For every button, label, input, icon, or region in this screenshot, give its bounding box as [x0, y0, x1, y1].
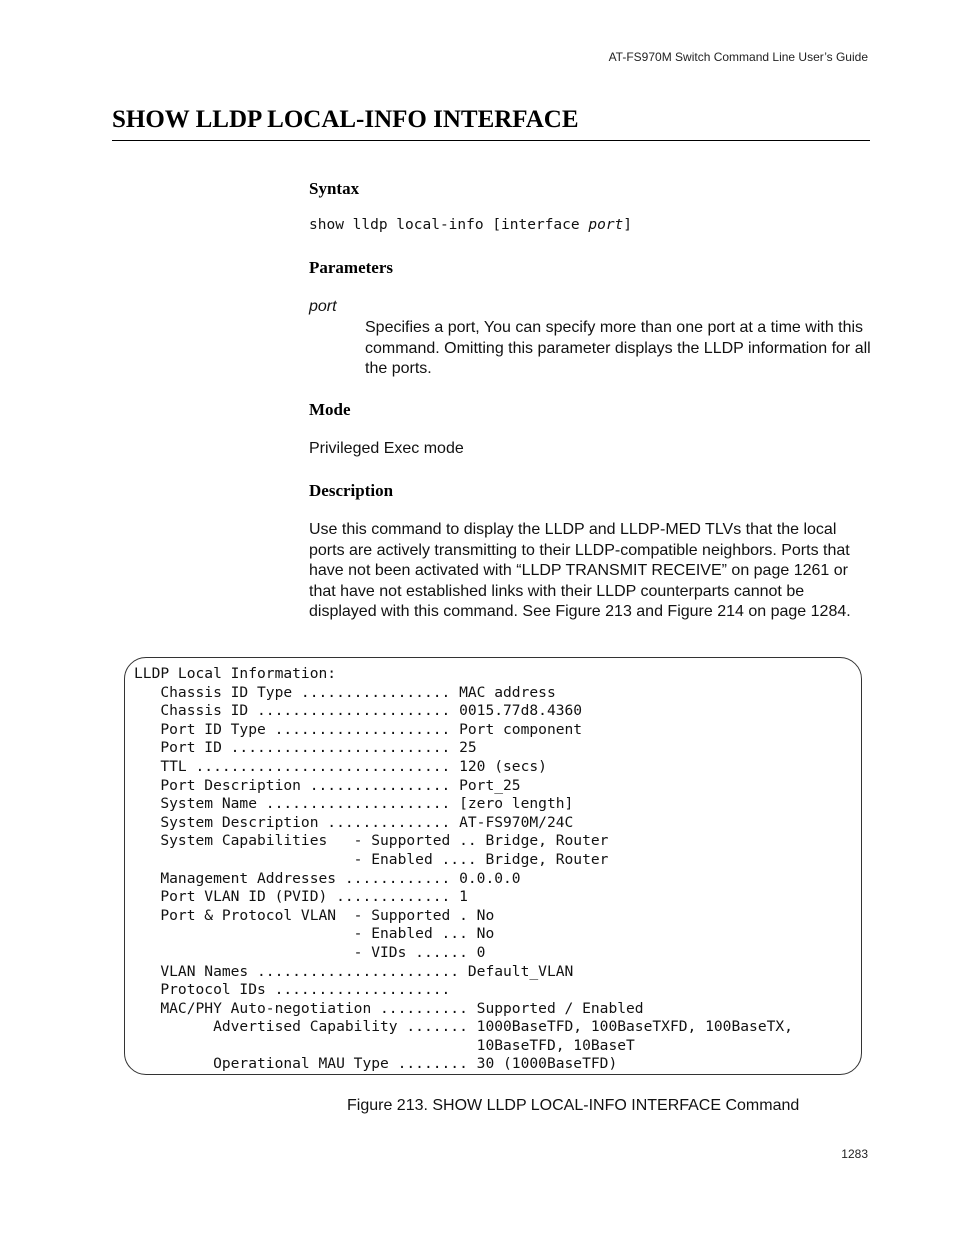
page-number: 1283 — [841, 1147, 868, 1161]
title-rule — [112, 140, 870, 141]
figure-line: - VIDs ...... 0 — [134, 943, 486, 961]
figure-line: - Enabled ... No — [134, 925, 495, 943]
figure-line: Port VLAN ID (PVID) ............. 1 — [134, 888, 468, 906]
figure-line: - Enabled .... Bridge, Router — [134, 850, 609, 868]
running-header: AT-FS970M Switch Command Line User’s Guide — [608, 50, 868, 64]
figure-line: Chassis ID Type ................. MAC address — [134, 683, 556, 701]
figure-line: VLAN Names ....................... Default_VLAN — [134, 962, 574, 980]
figure-line: Protocol IDs .................... — [134, 981, 451, 999]
description-heading: Description — [309, 481, 394, 500]
syntax-heading: Syntax — [309, 179, 360, 198]
figure-line: Port ID ......................... 25 — [134, 739, 477, 757]
param-name: port — [309, 298, 337, 315]
figure-line: Chassis ID ...................... 0015.77d8.4360 — [134, 702, 583, 720]
figure-line: 10BaseTFD, 10BaseT — [134, 1036, 635, 1054]
description-text: Use this command to display the LLDP and LLDP-MED TLVs that the local ports are actively transmitting to their LLDP-compatible neighbors. Ports that have not been activated with “LLDP TRANSMIT RECEIVE” on page 1261 or that have not established links with their LLDP counterparts cannot be displayed with this command. See Figure 213 and Figure 214 on page 1284. — [309, 521, 851, 620]
figure-line: Operational MAU Type ........ 30 (1000BaseTFD) — [134, 1055, 618, 1073]
mode-text: Privileged Exec mode — [309, 440, 464, 457]
syntax-param: port — [588, 217, 624, 233]
figure-line: Port ID Type .................... Port component — [134, 720, 583, 738]
figure-line: System Name ..................... [zero length] — [134, 795, 574, 813]
mode-heading: Mode — [309, 400, 351, 419]
figure-line: System Description .............. AT-FS970M/24C — [134, 813, 574, 831]
figure-line: Management Addresses ............ 0.0.0.0 — [134, 869, 521, 887]
figure-line: LLDP Local Information: — [134, 665, 337, 682]
param-description: Specifies a port, You can specify more than one port at a time with this command. Omitting this parameter displays the LLDP information for all the ports. — [365, 319, 871, 377]
figure-output — [134, 665, 793, 1074]
figure-line: MAC/PHY Auto-negotiation .......... Supported / Enabled — [134, 999, 644, 1017]
figure-line: System Capabilities - Supported .. Bridge, Router — [134, 832, 609, 850]
figure-caption: Figure 213. SHOW LLDP LOCAL-INFO INTERFACE Command — [347, 1097, 800, 1114]
syntax-command-text: show lldp local-info [interface — [309, 217, 589, 233]
figure-box — [124, 657, 862, 1075]
figure-line: Port & Protocol VLAN - Supported . No — [134, 906, 495, 924]
page-title: SHOW LLDP LOCAL-INFO INTERFACE — [112, 106, 579, 133]
parameters-heading: Parameters — [309, 258, 394, 277]
figure-line: Advertised Capability ....... 1000BaseTFD, 100BaseTXFD, 100BaseTX, — [134, 1018, 793, 1036]
figure-line: Port Description ................ Port_25 — [134, 776, 521, 794]
syntax-command — [309, 217, 870, 233]
syntax-close: ] — [623, 217, 633, 233]
figure-line: TTL ............................. 120 (secs) — [134, 757, 547, 775]
